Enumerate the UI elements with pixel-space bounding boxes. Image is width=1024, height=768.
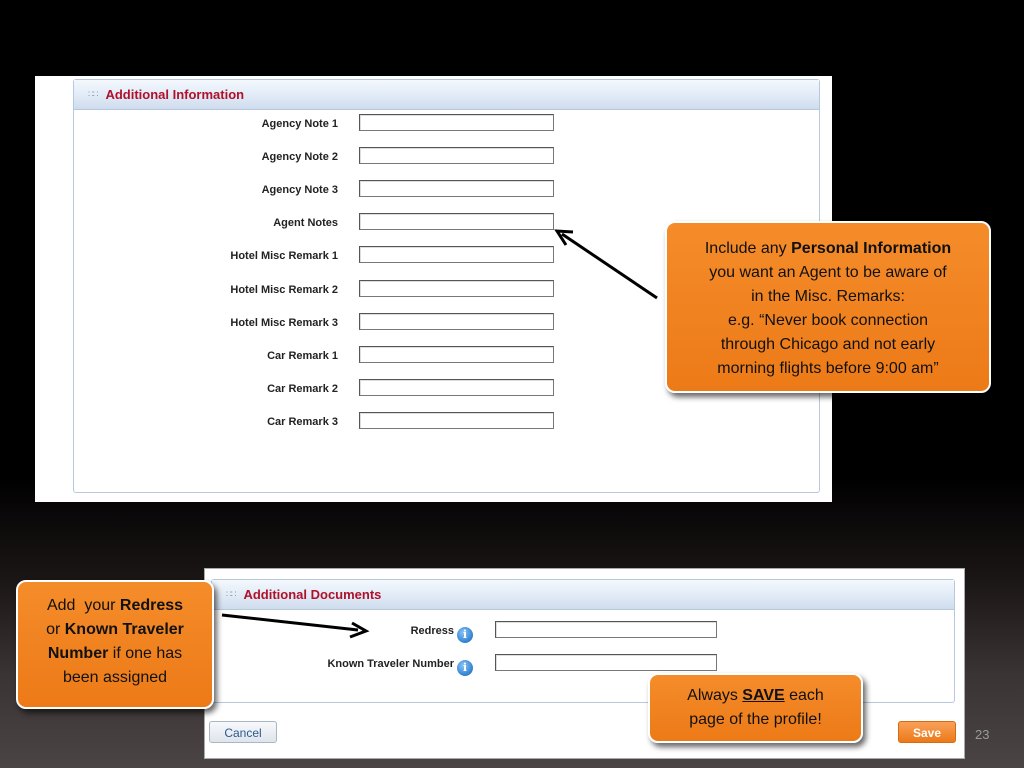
callout-line bbox=[18, 642, 212, 666]
callout-text: Include any bbox=[704, 240, 792, 257]
callout-bold-text: Personal Information bbox=[791, 240, 952, 257]
field-label: Agent Notes bbox=[273, 217, 338, 229]
callout-text: Add your bbox=[46, 597, 120, 614]
callout-text: or bbox=[46, 621, 65, 638]
callout-line: in the Misc. Remarks: bbox=[751, 288, 905, 305]
panel-header bbox=[74, 80, 819, 110]
redress-input[interactable] bbox=[495, 621, 717, 638]
redress-callout bbox=[16, 580, 214, 709]
field-input[interactable] bbox=[359, 313, 554, 330]
field-input[interactable] bbox=[359, 412, 554, 429]
callout-bold-text: Known Traveler bbox=[64, 621, 184, 638]
callout-line bbox=[667, 237, 989, 261]
field-input[interactable] bbox=[359, 114, 554, 131]
field-label: Hotel Misc Remark 1 bbox=[230, 250, 338, 262]
callout-bold-text: Number bbox=[47, 645, 109, 662]
save-button[interactable]: Save bbox=[898, 721, 956, 743]
callout-line: been assigned bbox=[62, 669, 168, 686]
field-label: Agency Note 2 bbox=[261, 151, 338, 163]
personal-information-callout bbox=[665, 221, 991, 393]
field-input[interactable] bbox=[359, 379, 554, 396]
callout-bold-text: Redress bbox=[119, 597, 184, 614]
callout-line bbox=[650, 684, 861, 708]
callout-line bbox=[18, 594, 212, 618]
callout-line: through Chicago and not early bbox=[720, 336, 936, 353]
field-input[interactable] bbox=[359, 246, 554, 263]
field-input[interactable] bbox=[359, 213, 554, 230]
panel-title: Additional Documents bbox=[243, 587, 382, 602]
field-input[interactable] bbox=[359, 280, 554, 297]
redress-label: Redress bbox=[410, 625, 454, 637]
callout-text: if one has bbox=[108, 645, 183, 662]
field-input[interactable] bbox=[359, 180, 554, 197]
callout-line: morning flights before 9:00 am” bbox=[717, 360, 939, 377]
cancel-button[interactable]: Cancel bbox=[209, 721, 277, 743]
field-label: Car Remark 3 bbox=[267, 416, 338, 428]
info-icon[interactable]: i bbox=[457, 660, 473, 676]
callout-line: e.g. “Never book connection bbox=[727, 312, 929, 329]
field-label: Car Remark 2 bbox=[267, 383, 338, 395]
field-input[interactable] bbox=[359, 346, 554, 363]
grip-icon: ∷∷ bbox=[226, 589, 236, 599]
slide-number: 23 bbox=[975, 727, 990, 742]
save-reminder-callout bbox=[648, 673, 863, 743]
panel-header bbox=[212, 580, 954, 610]
callout-line: you want an Agent to be aware of bbox=[709, 264, 947, 281]
panel-title: Additional Information bbox=[105, 87, 245, 102]
callout-text: each bbox=[784, 687, 824, 704]
callout-line: page of the profile! bbox=[689, 711, 822, 728]
known-traveler-number-input[interactable] bbox=[495, 654, 717, 671]
callout-line bbox=[18, 618, 212, 642]
field-label: Hotel Misc Remark 3 bbox=[230, 317, 338, 329]
field-label: Car Remark 1 bbox=[267, 350, 338, 362]
field-input[interactable] bbox=[359, 147, 554, 164]
callout-bold-text: SAVE bbox=[742, 687, 785, 704]
known-traveler-number-label: Known Traveler Number bbox=[327, 658, 454, 670]
callout-text: Always bbox=[687, 687, 743, 704]
field-label: Agency Note 1 bbox=[261, 118, 338, 130]
field-label: Hotel Misc Remark 2 bbox=[230, 284, 338, 296]
field-label: Agency Note 3 bbox=[261, 184, 338, 196]
info-icon[interactable]: i bbox=[457, 627, 473, 643]
grip-icon: ∷∷ bbox=[88, 89, 98, 99]
